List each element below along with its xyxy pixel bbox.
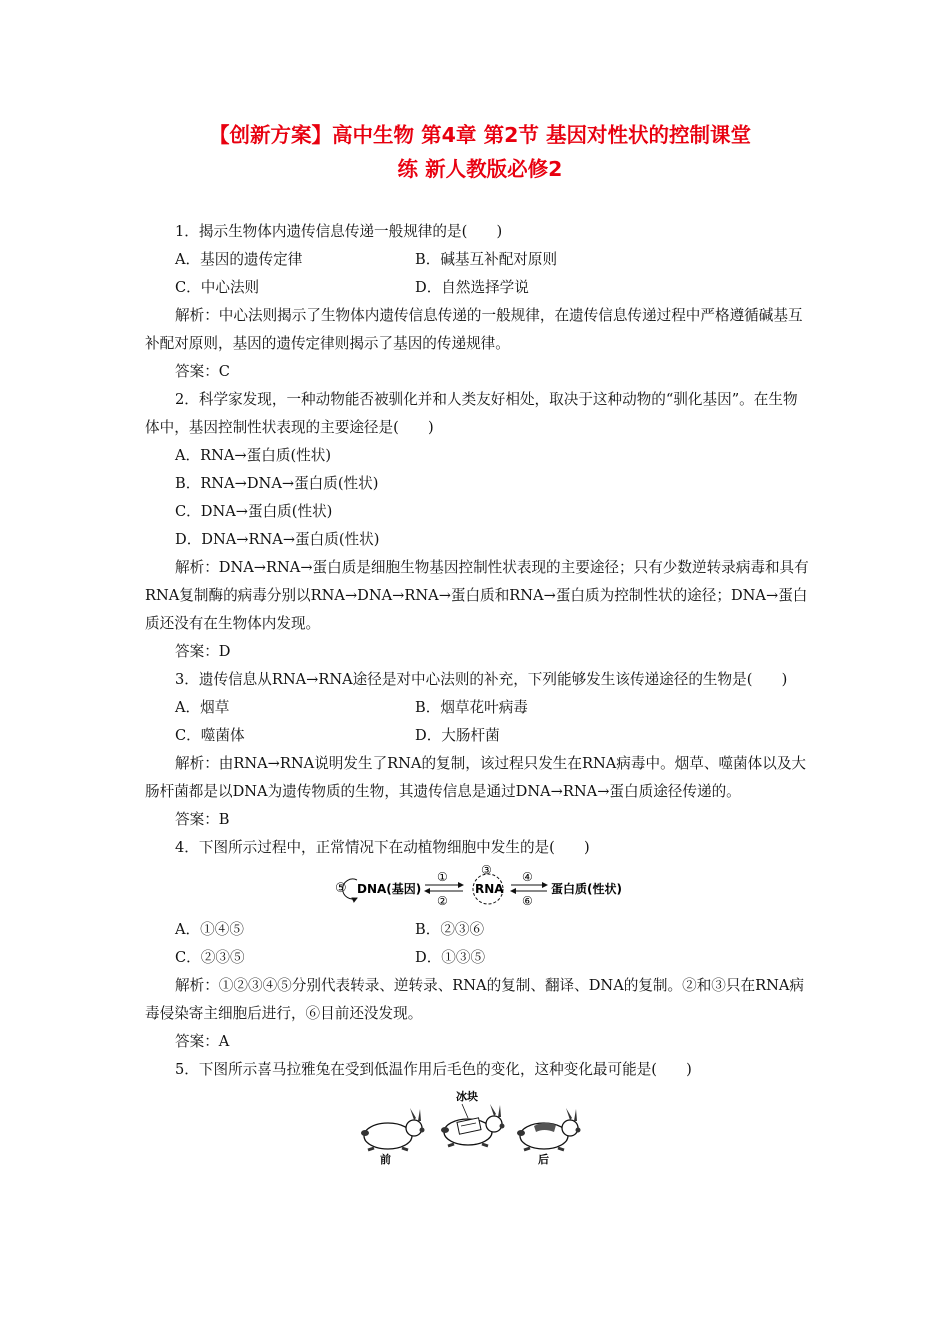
question-4-options-ab	[145, 916, 810, 944]
question-4-stem: 4．下图所示过程中，正常情况下在动植物细胞中发生的是( )	[175, 839, 590, 856]
option-d: D．DNA→RNA→蛋白质(性状)	[175, 531, 380, 548]
question-5-stem: 5．下图所示喜马拉雅兔在受到低温作用后毛色的变化，这种变化最可能是( )	[175, 1061, 692, 1078]
question-4-analysis: 解析：①②③④⑤分别代表转录、逆转录、RNA的复制、翻译、DNA的复制。②和③只在RNA病毒侵染寄主细胞后进行，⑥目前还没发现。	[145, 977, 804, 1022]
dna-gene-label: DNA(基因)	[356, 882, 421, 896]
option-b: B．碱基互补配对原则	[415, 251, 558, 268]
option-d: D．大肠杆菌	[415, 727, 500, 744]
option-b: B．②③⑥	[415, 921, 485, 938]
option-a: A．烟草	[175, 699, 230, 716]
question-3-options-ab	[145, 694, 810, 722]
label-5: ⑤	[334, 881, 347, 896]
before-label: 前	[379, 1153, 391, 1166]
option-a: A．①④⑤	[175, 921, 244, 938]
himalayan-rabbit-figure	[145, 1086, 810, 1166]
label-3: ③	[480, 864, 492, 877]
question-1-answer: 答案：C	[175, 363, 230, 380]
option-b: B．烟草花叶病毒	[415, 699, 528, 716]
question-1-stem: 1．揭示生物体内遗传信息传递一般规律的是( )	[175, 223, 503, 240]
option-a: A．RNA→蛋白质(性状)	[175, 447, 332, 464]
question-2-answer: 答案：D	[175, 643, 231, 660]
label-1: ①	[436, 870, 448, 884]
question-4-options-cd	[145, 944, 810, 972]
question-3-options-cd	[145, 722, 810, 750]
question-3-stem: 3．遗传信息从RNA→RNA途径是对中心法则的补充，下列能够发生该传递途径的生物是( )	[175, 671, 788, 688]
option-c: C．②③⑤	[175, 949, 245, 966]
title-line-2: 练 新人教版必修2	[397, 157, 563, 181]
option-c: C．中心法则	[175, 279, 260, 296]
after-label: 后	[537, 1153, 549, 1166]
rabbit-after-icon	[517, 1108, 581, 1150]
option-c: C．DNA→蛋白质(性状)	[175, 503, 333, 520]
central-dogma-svg	[333, 864, 623, 912]
option-a: A．基因的遗传定律	[175, 251, 303, 268]
question-3-analysis: 解析：由RNA→RNA说明发生了RNA的复制，该过程只发生在RNA病毒中。烟草、噬菌体以及大肠杆菌都是以DNA为遗传物质的生物，其遗传信息是通过DNA→RNA→蛋白质途径传递的。	[145, 755, 807, 800]
question-2-stem: 2．科学家发现，一种动物能否被驯化并和人类友好相处，取决于这种动物的“驯化基因”。在生物体中，基因控制性状表现的主要途径是( )	[145, 391, 798, 436]
option-d: D．自然选择学说	[415, 279, 529, 296]
label-6: ⑥	[521, 894, 533, 908]
title-line-1: 【创新方案】高中生物 第4章 第2节 基因对性状的控制课堂	[209, 123, 751, 147]
question-1-options-ab	[145, 246, 810, 274]
option-b: B．RNA→DNA→蛋白质(性状)	[175, 475, 379, 492]
label-4: ④	[521, 870, 533, 884]
question-4-answer: 答案：A	[175, 1033, 230, 1050]
rna-label: RNA	[474, 882, 504, 896]
protein-label: 蛋白质(性状)	[550, 882, 622, 896]
option-c: C．噬菌体	[175, 727, 245, 744]
question-1-analysis: 解析：中心法则揭示了生物体内遗传信息传递的一般规律，在遗传信息传递过程中严格遵循碱基互补配对原则，基因的遗传定律则揭示了基因的传递规律。	[145, 307, 803, 352]
question-3-answer: 答案：B	[175, 811, 230, 828]
rabbit-before-icon	[361, 1108, 425, 1150]
central-dogma-diagram	[145, 864, 810, 912]
question-2-analysis: 解析：DNA→RNA→蛋白质是细胞生物基因控制性状表现的主要途径；只有少数逆转录病毒和具有RNA复制酶的病毒分别以RNA→DNA→RNA→蛋白质和RNA→蛋白质为控制性状的途径；DNA→蛋白质还没有在生物体内发现。	[145, 559, 809, 632]
rabbit-figure-svg	[358, 1086, 598, 1166]
document-title	[140, 118, 820, 186]
rabbit-with-ice-icon	[441, 1104, 505, 1146]
document-body	[145, 218, 810, 1166]
label-2: ②	[436, 894, 448, 908]
option-d: D．①③⑤	[415, 949, 486, 966]
question-1-options-cd	[145, 274, 810, 302]
ice-label: 冰块	[455, 1090, 478, 1103]
